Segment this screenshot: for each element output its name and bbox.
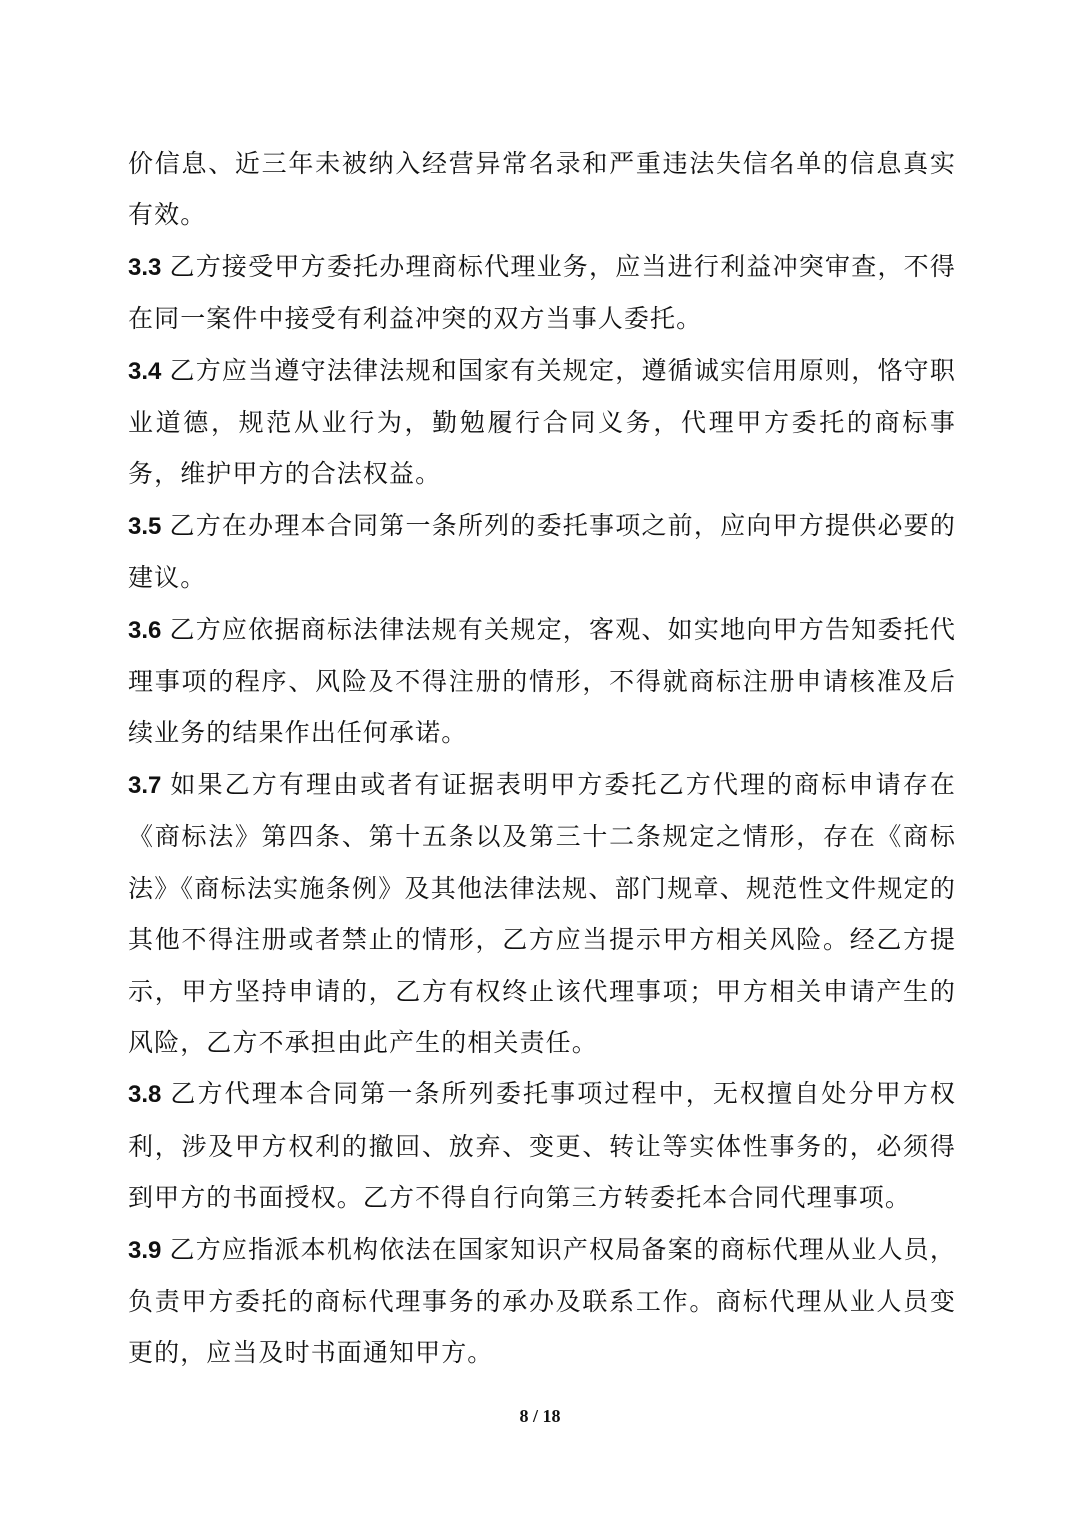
clause-3-9 (128, 1224, 956, 1379)
clause-3-8 (128, 1068, 956, 1223)
clause-3-7 (128, 759, 956, 1068)
total-pages-number: 18 (542, 1406, 561, 1426)
current-page-number: 8 (519, 1406, 529, 1426)
clause-number: 3.8 (128, 1081, 162, 1109)
clause-continuation (128, 138, 956, 241)
clause-number: 3.6 (128, 616, 162, 644)
clause-number: 3.7 (128, 771, 162, 799)
page-number-footer (0, 1406, 1080, 1427)
page-separator: / (532, 1406, 538, 1426)
clause-number: 3.3 (128, 253, 162, 281)
clause-text: 乙方应依据商标法律法规有关规定，客观、如实地向甲方告知委托代理事项的程序、风险及不得注册的情形，不得就商标注册申请核准及后续业务的结果作出任何承诺。 (128, 614, 956, 748)
clause-list (128, 138, 956, 1379)
clause-text: 乙方代理本合同第一条所列委托事项过程中，无权擅自处分甲方权利，涉及甲方权利的撤回、放弃、变更、转让等实体性事务的，必须得到甲方的书面授权。乙方不得自行向第三方转委托本合同代理事项。 (128, 1079, 956, 1213)
clause-number: 3.4 (128, 357, 162, 385)
clause-number: 3.9 (128, 1236, 162, 1264)
clause-3-5 (128, 500, 956, 604)
clause-text: 乙方接受甲方委托办理商标代理业务，应当进行利益冲突审查，不得在同一案件中接受有利益冲突的双方当事人委托。 (128, 251, 956, 334)
clause-text: 如果乙方有理由或者有证据表明甲方委托乙方代理的商标申请存在《商标法》第四条、第十五条以及第三十二条规定之情形，存在《商标法》《商标法实施条例》及其他法律法规、部门规章、规范性文件规定的其他不得注册或者禁止的情形，乙方应当提示甲方相关风险。经乙方提示，甲方坚持申请的，乙方有权终止该代理事项；甲方相关申请产生的风险，乙方不承担由此产生的相关责任。 (128, 769, 956, 1057)
clause-text: 乙方在办理本合同第一条所列的委托事项之前，应向甲方提供必要的建议。 (128, 510, 956, 593)
clause-3-3 (128, 241, 956, 345)
clause-text: 乙方应指派本机构依法在国家知识产权局备案的商标代理从业人员，负责甲方委托的商标代理事务的承办及联系工作。商标代理从业人员变更的，应当及时书面通知甲方。 (128, 1234, 956, 1368)
clause-3-6 (128, 604, 956, 759)
clause-3-4 (128, 345, 956, 500)
clause-text: 价信息、近三年未被纳入经营异常名录和严重违法失信名单的信息真实有效。 (128, 149, 956, 230)
clause-text: 乙方应当遵守法律法规和国家有关规定，遵循诚实信用原则，恪守职业道德，规范从业行为，勤勉履行合同义务，代理甲方委托的商标事务，维护甲方的合法权益。 (128, 355, 956, 489)
clause-number: 3.5 (128, 512, 162, 540)
